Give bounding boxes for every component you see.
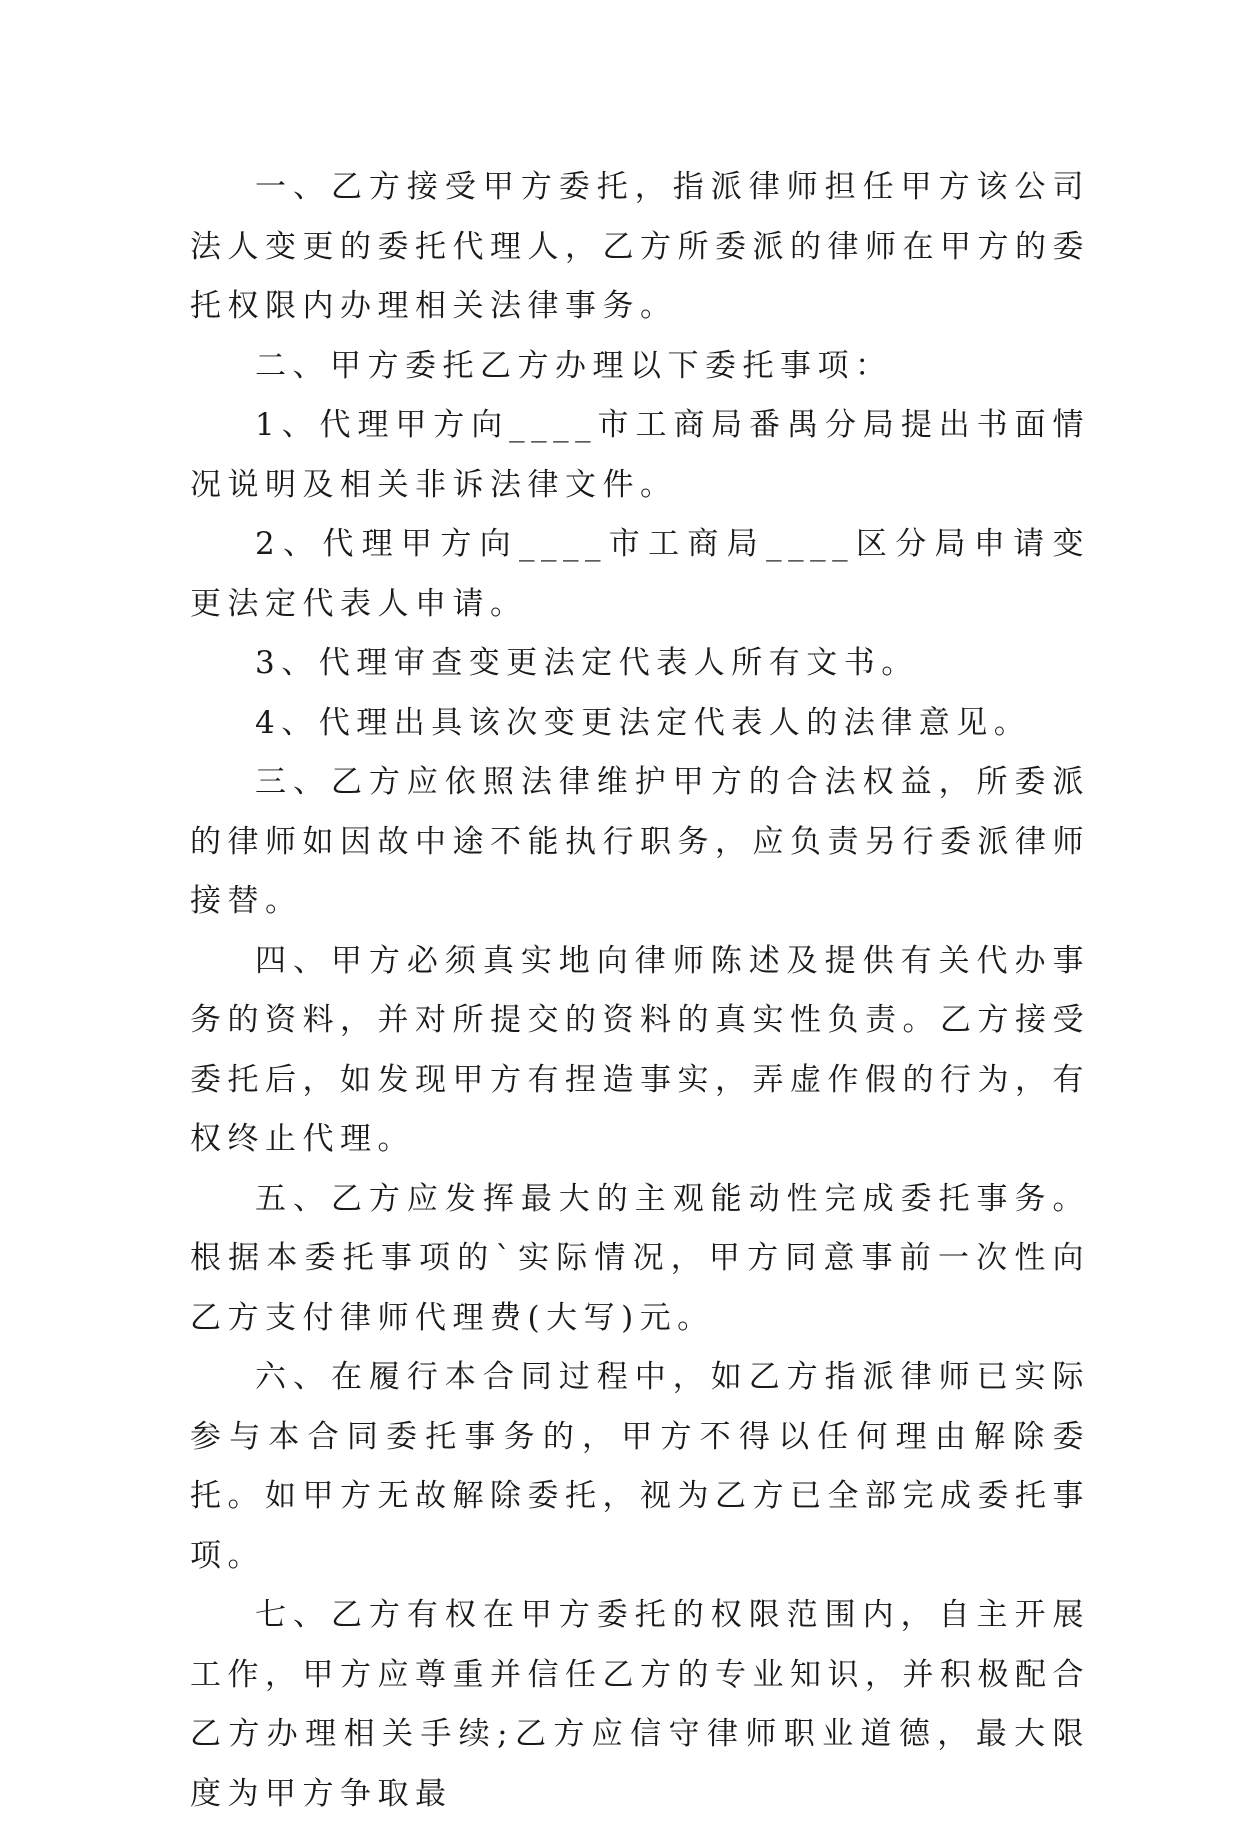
clause-2-paragraph: 二、甲方委托乙方办理以下委托事项：: [255, 347, 893, 384]
item-1-paragraph: 1、代理甲方向____市工商局番禺分局提出书面情况说明及相关非诉法律文件。: [190, 407, 1090, 503]
clause-6-paragraph: 六、在履行本合同过程中，如乙方指派律师已实际参与本合同委托事务的，甲方不得以任何理由解除委托。如甲方无故解除委托，视为乙方已全部完成委托事项。: [190, 1359, 1090, 1574]
document-body: [190, 158, 1090, 1824]
item-3-paragraph: 3、代理审查变更法定代表人所有文书。: [255, 645, 919, 681]
clause-3-paragraph: 三、乙方应依照法律维护甲方的合法权益，所委派的律师如因故中途不能执行职务，应负责另行委派律师接替。: [190, 764, 1090, 919]
clause-1-paragraph: 一、乙方接受甲方委托，指派律师担任甲方该公司法人变更的委托代理人，乙方所委派的律师在甲方的委托权限内办理相关法律事务。: [190, 169, 1090, 324]
item-2-paragraph: 2、代理甲方向____市工商局____区分局申请变更法定代表人申请。: [190, 526, 1090, 622]
clause-7-paragraph: 七、乙方有权在甲方委托的权限范围内，自主开展工作，甲方应尊重并信任乙方的专业知识，并积极配合乙方办理相关手续;乙方应信守律师职业道德，最大限度为甲方争取最: [190, 1597, 1090, 1812]
item-4-paragraph: 4、代理出具该次变更法定代表人的法律意见。: [255, 704, 1032, 741]
clause-5-paragraph: 五、乙方应发挥最大的主观能动性完成委托事务。根据本委托事项的`实际情况，甲方同意事前一次性向乙方支付律师代理费(大写)元。: [190, 1180, 1090, 1336]
clause-4-paragraph: 四、甲方必须真实地向律师陈述及提供有关代办事务的资料，并对所提交的资料的真实性负责。乙方接受委托后，如发现甲方有捏造事实，弄虚作假的行为，有权终止代理。: [190, 942, 1090, 1157]
